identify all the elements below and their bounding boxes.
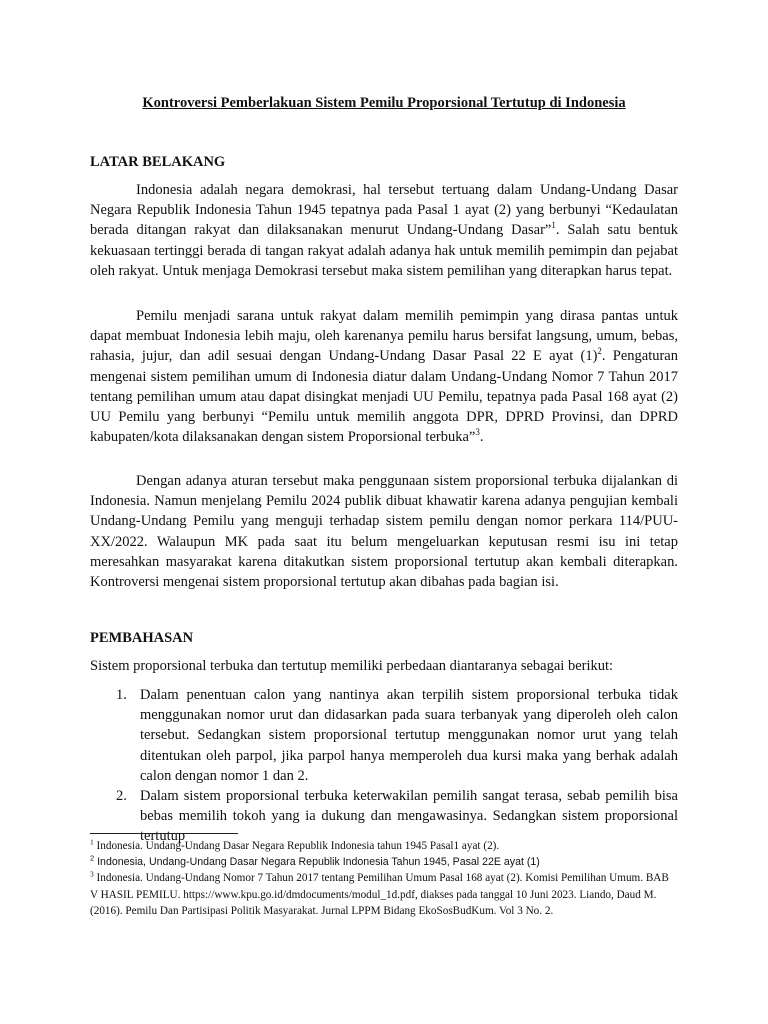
footnote-3	[90, 870, 678, 919]
footnote-ref-3[interactable]: 3	[475, 427, 480, 438]
footnote-2	[90, 854, 678, 870]
footnote-1	[90, 838, 678, 854]
footnote-text: Indonesia. Undang-Undang Nomor 7 Tahun 2017 tentang Pemilihan Umum Pasal 168 ayat (2). Komisi Pemilihan Umum. BAB V HASIL PEMILU. https://www.kpu.go.id/dmdocuments/modul_1d.pdf, diakses pada tanggal 10 Juni 2023. Liando, Daud M. (2016). Pemilu Dan Partisipasi Politik Masyarakat. Jurnal LPPM Bidang EkoSosBudKum. Vol 3 No. 2.	[90, 872, 669, 917]
section-heading-pembahasan: PEMBAHASAN	[90, 630, 194, 646]
paragraph-1-text-a: Indonesia adalah negara demokrasi, hal tersebut tertuang dalam Undang-Undang Dasar Negara Republik Indonesia Tahun 1945 tepatnya pada Pasal 1 ayat (2) yang berbunyi “Kedaulatan berada ditangan rakyat dan dilaksanakan menurut Undang-Undang Dasar”	[90, 182, 678, 239]
document-title: Kontroversi Pemberlakuan Sistem Pemilu Proporsional Tertutup di Indonesia	[142, 95, 626, 111]
pembahasan-intro: Sistem proporsional terbuka dan tertutup memiliki perbedaan diantaranya sebagai berikut:	[90, 658, 614, 674]
paragraph-2-text-a: Pemilu menjadi sarana untuk rakyat dalam memilih pemimpin yang dirasa pantas untuk dapat membuat Indonesia lebih maju, oleh karenanya pemilu harus bersifat langsung, umum, bebas, rahasia, jujur, dan adil sesuai dengan Undang-Undang Dasar Pasal 22 E ayat (1)	[90, 308, 678, 365]
footnote-mark: 1	[90, 837, 94, 847]
paragraph-1	[90, 180, 678, 281]
footnote-mark: 3	[90, 869, 94, 879]
footnote-ref-1[interactable]: 1	[551, 220, 556, 231]
footnote-separator	[90, 833, 238, 834]
paragraph-2	[90, 306, 678, 447]
list-item-text: Dalam sistem proporsional terbuka keterwakilan pemilih sangat terasa, sebab pemilih bisa bebas memilih tokoh yang ia dukung dan mengawasinya. Sedangkan sistem proporsional tertutup	[140, 788, 678, 845]
footnote-mark: 2	[90, 853, 95, 863]
section-heading-latar-belakang: LATAR BELAKANG	[90, 154, 226, 170]
footnote-text: Indonesia, Undang-Undang Dasar Negara Republik Indonesia Tahun 1945, Pasal 22E ayat (1)	[94, 856, 540, 869]
list-item-text: Dalam penentuan calon yang nantinya akan terpilih sistem proporsional terbuka tidak menggunakan nomor urut dan didasarkan pada suara terbanyak yang diperoleh oleh calon tersebut. Sedangkan sistem proporsional tertutup menggunakan nomor urut yang telah ditentukan oleh parpol, jika parpol hanya memperoleh dua kursi maka yang berhak adalah calon dengan nomor 1 dan 2.	[140, 687, 678, 784]
paragraph-2-text-b: . Pengaturan mengenai sistem pemilihan umum di Indonesia diatur dalam Undang-Undang Nomor 7 Tahun 2017 tentang pemilihan umum atau dapat disingkat menjadi UU Pemilu, tepatnya pada Pasal 168 ayat (2) UU Pemilu yang berbunyi “Pemilu untuk memilih anggota DPR, DPRD Provinsi, dan DPRD kabupaten/kota dilaksanakan dengan sistem Proporsional terbuka”	[90, 348, 678, 446]
comparison-list	[90, 685, 678, 847]
list-item-number: 1.	[116, 687, 127, 703]
list-item-number: 2.	[116, 788, 127, 805]
paragraph-3: Dengan adanya aturan tersebut maka penggunaan sistem proporsional terbuka dijalankan di Indonesia. Namun menjelang Pemilu 2024 publik dibuat khawatir karena adanya pengujian kembali Undang-Undang Pemilu yang menguji terhadap sistem pemilu dengan nomor perkara 114/PUU-XX/2022. Walaupun MK pada saat itu belum mengeluarkan keputusan resmi isu ini tetap meresahkan masyarakat karena ditakutkan sistem proporsional tertutup akan kembali diterapkan. Kontroversi mengenai sistem proporsional tertutup akan dibahas pada bagian isi.	[90, 473, 678, 591]
paragraph-1-text-b: . Salah satu bentuk kekuasaan tertinggi berada di tangan rakyat adalah adanya hak untuk memilih pemimpin dan pejabat oleh rakyat. Untuk menjaga Demokrasi tersebut maka sistem pemilihan yang diterapkan harus tepat.	[90, 222, 678, 279]
paragraph-2-text-c: .	[479, 429, 484, 446]
list-item	[90, 685, 678, 786]
footnote-ref-2[interactable]: 2	[597, 346, 602, 357]
footnote-text: Indonesia. Undang-Undang Dasar Negara Republik Indonesia tahun 1945 Pasal1 ayat (2).	[93, 840, 500, 852]
footnotes	[90, 838, 678, 919]
